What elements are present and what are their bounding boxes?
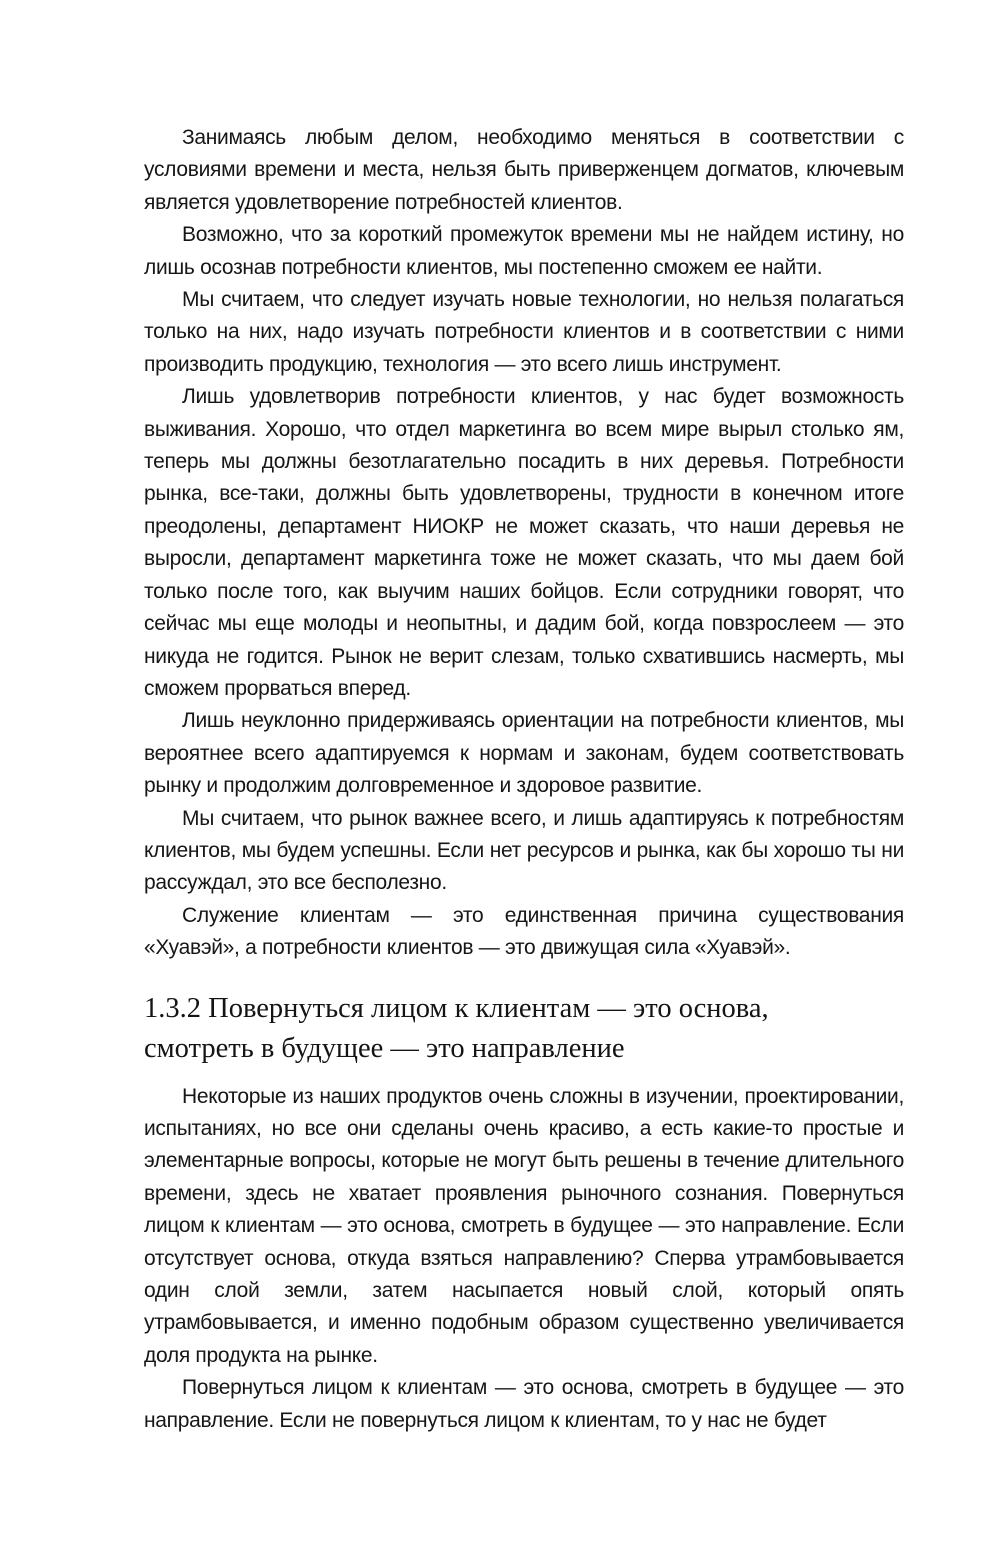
text-column bbox=[144, 122, 904, 1437]
paragraph: Лишь неуклонно придерживаясь ориентации на потребности клиентов, мы вероятнее всего адаптируемся к нормам и законам, будем соответствовать рынку и продолжим долговременное и здоровое развитие. bbox=[144, 709, 904, 798]
section-heading: 1.3.2 Повернуться лицом к клиентам — это основа, смотреть в будущее — это направление bbox=[144, 992, 769, 1064]
paragraph: Лишь удовлетворив потребности клиентов, у нас будет возможность выживания. Хорошо, что отдел маркетинга во всем мире вырыл столько ям, теперь мы должны безотлагательно посадить в них деревья. Потребности рынка, все-таки, должны быть удовлетворены, трудности в конечном итоге преодолены, департамент НИОКР не может сказать, что наши деревья не выросли, департамент маркетинга тоже не может сказать, что мы даем бой только после того, как выучим наших бойцов. Если сотрудники говорят, что сейчас мы еще молоды и неопытны, и дадим бой, когда повзрослеем — это никуда не годится. Рынок не верит слезам, только схватившись насмерть, мы сможем прорваться вперед. bbox=[144, 385, 904, 700]
paragraph: Мы считаем, что следует изучать новые технологии, но нельзя полагаться только на них, надо изучать потребности клиентов и в соответствии с ними производить продукцию, технология — это всего лишь инструмент. bbox=[144, 288, 904, 376]
paragraph: Повернуться лицом к клиентам — это основа, смотреть в будущее — это направление. Если не повернуться лицом к клиентам, то у нас не будет bbox=[144, 1376, 904, 1432]
paragraph: Занимаясь любым делом, необходимо меняться в соответствии с условиями времени и места, нельзя быть приверженцем догматов, ключевым является удовлетворение потребностей клиентов. bbox=[144, 126, 904, 214]
paragraph: Мы считаем, что рынок важнее всего, и лишь адаптируясь к потребностям клиентов, мы будем успешны. Если нет ресурсов и рынка, как бы хорошо ты ни рассуждал, это все бесполезно. bbox=[144, 806, 904, 895]
paragraph: Возможно, что за короткий промежуток времени мы не найдем истину, но лишь осознав потребности клиентов, мы постепенно сможем ее найти. bbox=[144, 223, 904, 279]
paragraph: Некоторые из наших продуктов очень сложны в изучении, проектировании, испытаниях, но все они сделаны очень красиво, а есть какие-то простые и элементарные вопросы, которые не могут быть решены в течение длительного времени, здесь не хватает проявления рыночного сознания. Повернуться лицом к клиентам — это основа, смотреть в будущее — это направление. Если отсутствует основа, откуда взяться направлению? Сперва утрамбовывается один слой земли, затем насыпается новый слой, который опять утрамбовывается, и именно подобным образом существенно увеличивается доля продукта на рынке. bbox=[144, 1084, 904, 1367]
paragraph: Служение клиентам — это единственная причина существования «Хуавэй», а потребности клиентов — это движущая сила «Хуавэй». bbox=[144, 903, 904, 960]
